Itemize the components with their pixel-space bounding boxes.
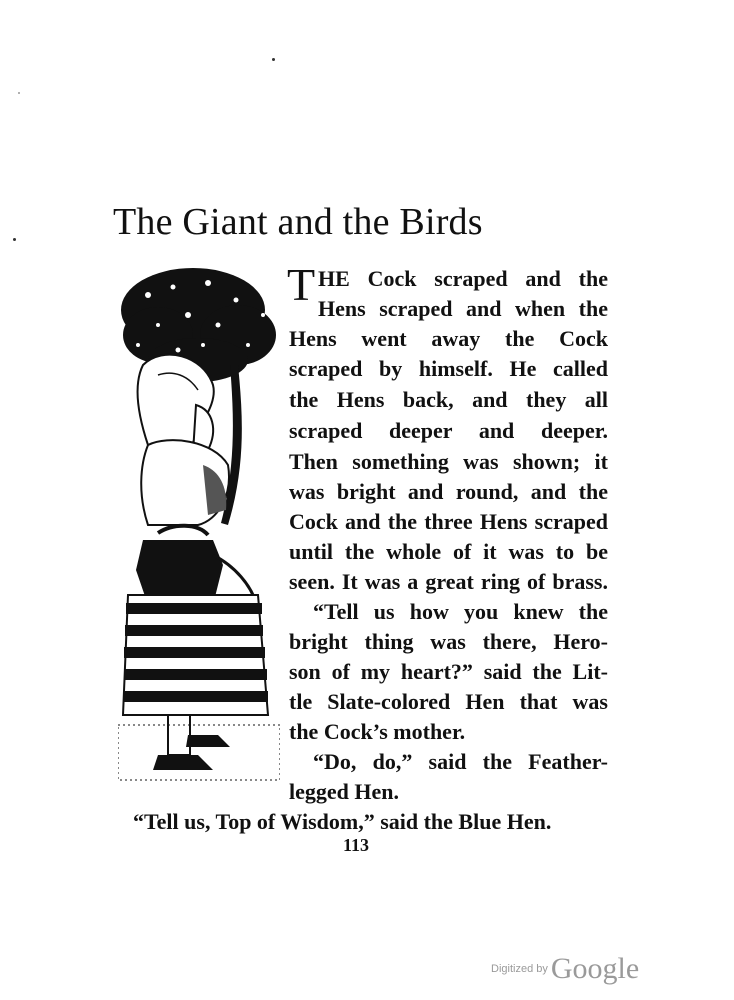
text-line: son of my heart?” said the Lit- — [289, 659, 608, 684]
text-line: tle Slate-colored Hen that was — [289, 689, 608, 714]
text-line: Hens went away the Cock — [289, 326, 608, 351]
text-line: scraped by himself. He called — [289, 356, 608, 381]
digitized-by-google-watermark — [491, 952, 639, 986]
text-line: was bright and round, and the — [289, 479, 608, 504]
text-line: bright thing was there, Hero- — [289, 629, 608, 654]
scan-speck — [272, 58, 275, 61]
text-line: HE Cock scraped and the — [318, 266, 608, 291]
text-line: “Tell us how you knew the — [313, 599, 608, 624]
text-line: “Do, do,” said the Feather- — [313, 749, 608, 774]
page-number: 113 — [343, 835, 370, 855]
page-title: The Giant and the Birds — [113, 201, 483, 243]
text-line: until the whole of it was to be — [289, 539, 608, 564]
scan-speck — [13, 238, 16, 241]
text-line: legged Hen. — [289, 779, 399, 804]
scan-speck — [18, 92, 20, 94]
google-logo: Google — [550, 952, 640, 985]
giant-illustration — [118, 265, 280, 785]
text-line: Then something was shown; it — [289, 449, 608, 474]
text-line: “Tell us, Top of Wisdom,” said the Blue Hen. — [133, 809, 552, 834]
text-line: Hens scraped and when the — [318, 296, 608, 321]
text-line: the Cock’s mother. — [289, 719, 466, 744]
digitized-by-label: Digitized by — [491, 963, 548, 975]
text-line: seen. It was a great ring of brass. — [289, 569, 608, 594]
drop-cap: T — [287, 259, 316, 310]
text-line: Cock and the three Hens scraped — [289, 509, 608, 534]
text-line: the Hens back, and they all — [289, 387, 608, 412]
text-line: scraped deeper and deeper. — [289, 418, 608, 443]
